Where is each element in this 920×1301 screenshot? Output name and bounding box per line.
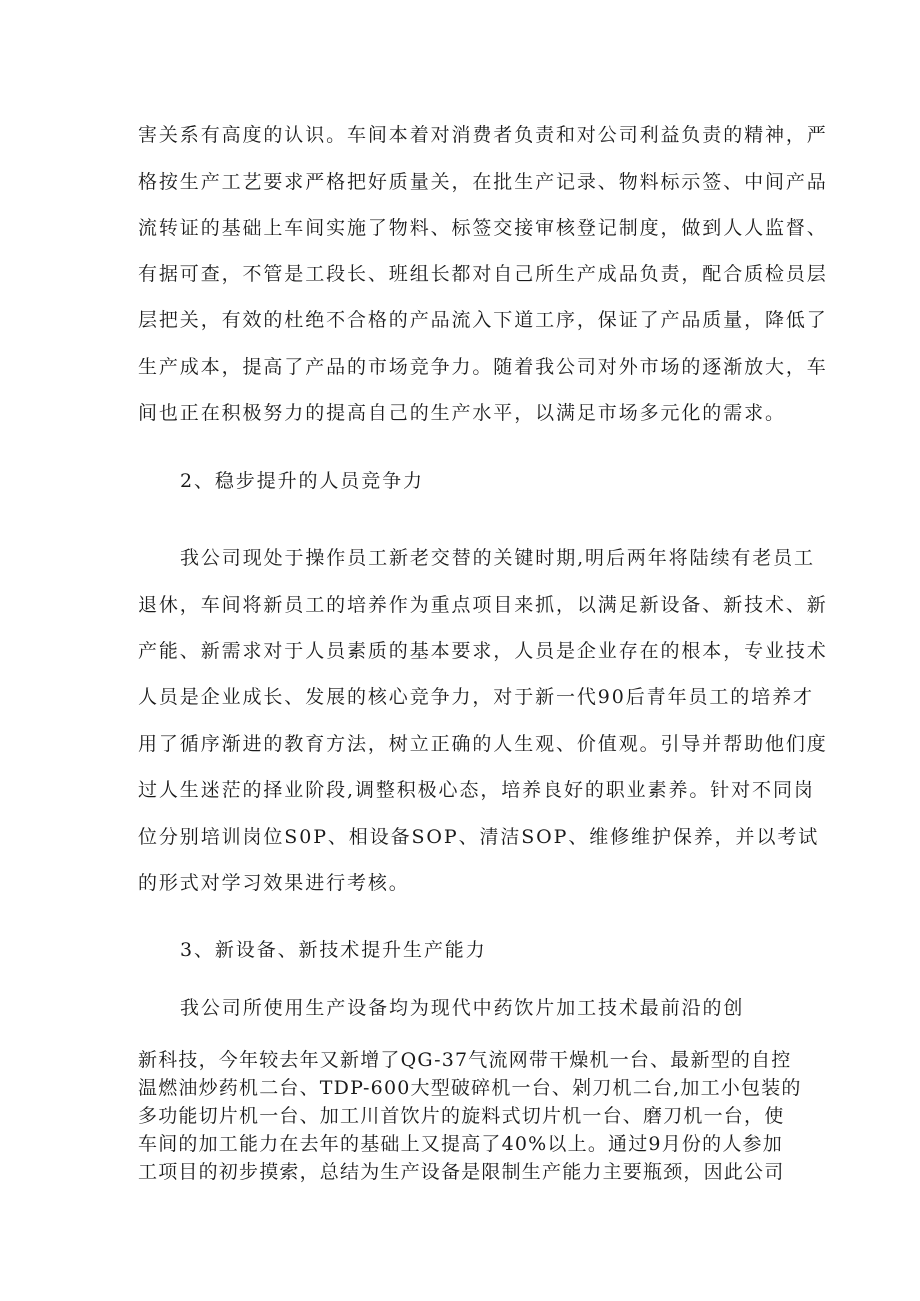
paragraph-1-line-7: 间也正在积极努力的提高自己的生产水平，以满足市场多元化的需求。 [138, 402, 786, 424]
paragraph-3-line-1: 我公司所使用生产设备均为现代中药饮片加工技术最前沿的创 [180, 997, 745, 1019]
paragraph-3-line-6: 工项目的初步摸索，总结为生产设备是限制生产能力主要瓶颈，因此公司 [138, 1161, 785, 1183]
paragraph-3-line-4: 多功能切片机一台、加工川首饮片的旋料式切片机一台、磨刀机一台，使 [138, 1105, 785, 1127]
paragraph-2-line-6: 过人生迷茫的择业阶段,调整积极心态，培养良好的职业素养。针对不同岗 [138, 779, 815, 801]
paragraph-1-line-3: 流转证的基础上车间实施了物料、标签交接审核登记制度，做到人人监督、 [138, 217, 828, 239]
paragraph-3-line-3: 温燃油炒药机二台、TDP-600大型破碎机一台、剁刀机二台,加工小包装的 [138, 1077, 802, 1099]
paragraph-1-line-5: 层把关，有效的杜绝不合格的产品流入下道工序，保证了产品质量，降低了 [138, 309, 828, 331]
paragraph-1-line-4: 有据可查，不管是工段长、班组长都对自己所生产成品负责，配合质检员层 [138, 263, 828, 285]
paragraph-2-line-7: 位分别培训岗位S0P、相设备SOP、清洁SOP、维修维护保养，并以考试 [138, 826, 820, 848]
paragraph-2-line-5: 用了循序渐进的教育方法，树立正确的人生观、价值观。引导并帮助他们度 [138, 733, 828, 755]
paragraph-2-line-8: 的形式对学习效果进行考核。 [138, 872, 410, 894]
paragraph-2-line-1: 我公司现处于操作员工新老交替的关键时期,明后两年将陆续有老员工 [180, 547, 815, 569]
paragraph-3-line-2: 新科技，今年较去年又新增了QG-37气流网带干燥机一台、最新型的自控 [138, 1049, 792, 1071]
paragraph-2-line-3: 产能、新需求对于人员素质的基本要求，人员是企业存在的根本，专业技术 [138, 640, 828, 662]
section-heading-2: 2、稳步提升的人员竞争力 [180, 470, 424, 492]
paragraph-2-line-4: 人员是企业成长、发展的核心竞争力，对于新一代90后青年员工的培养才 [138, 686, 814, 708]
paragraph-1-line-2: 格按生产工艺要求严格把好质量关，在批生产记录、物料标示签、中间产品 [138, 171, 828, 193]
paragraph-3-line-5: 车间的加工能力在去年的基础上又提高了40%以上。通过9月份的人参加 [138, 1133, 783, 1155]
paragraph-1-line-6: 生产成本，提高了产品的市场竞争力。随着我公司对外市场的逐渐放大，车 [138, 356, 828, 378]
paragraph-1-line-1: 害关系有高度的认识。车间本着对消费者负责和对公司利益负责的精神，严 [138, 124, 828, 146]
section-heading-3: 3、新设备、新技术提升生产能力 [180, 939, 487, 961]
paragraph-2-line-2: 退休，车间将新员工的培养作为重点项目来抓，以满足新设备、新技术、新 [138, 594, 828, 616]
